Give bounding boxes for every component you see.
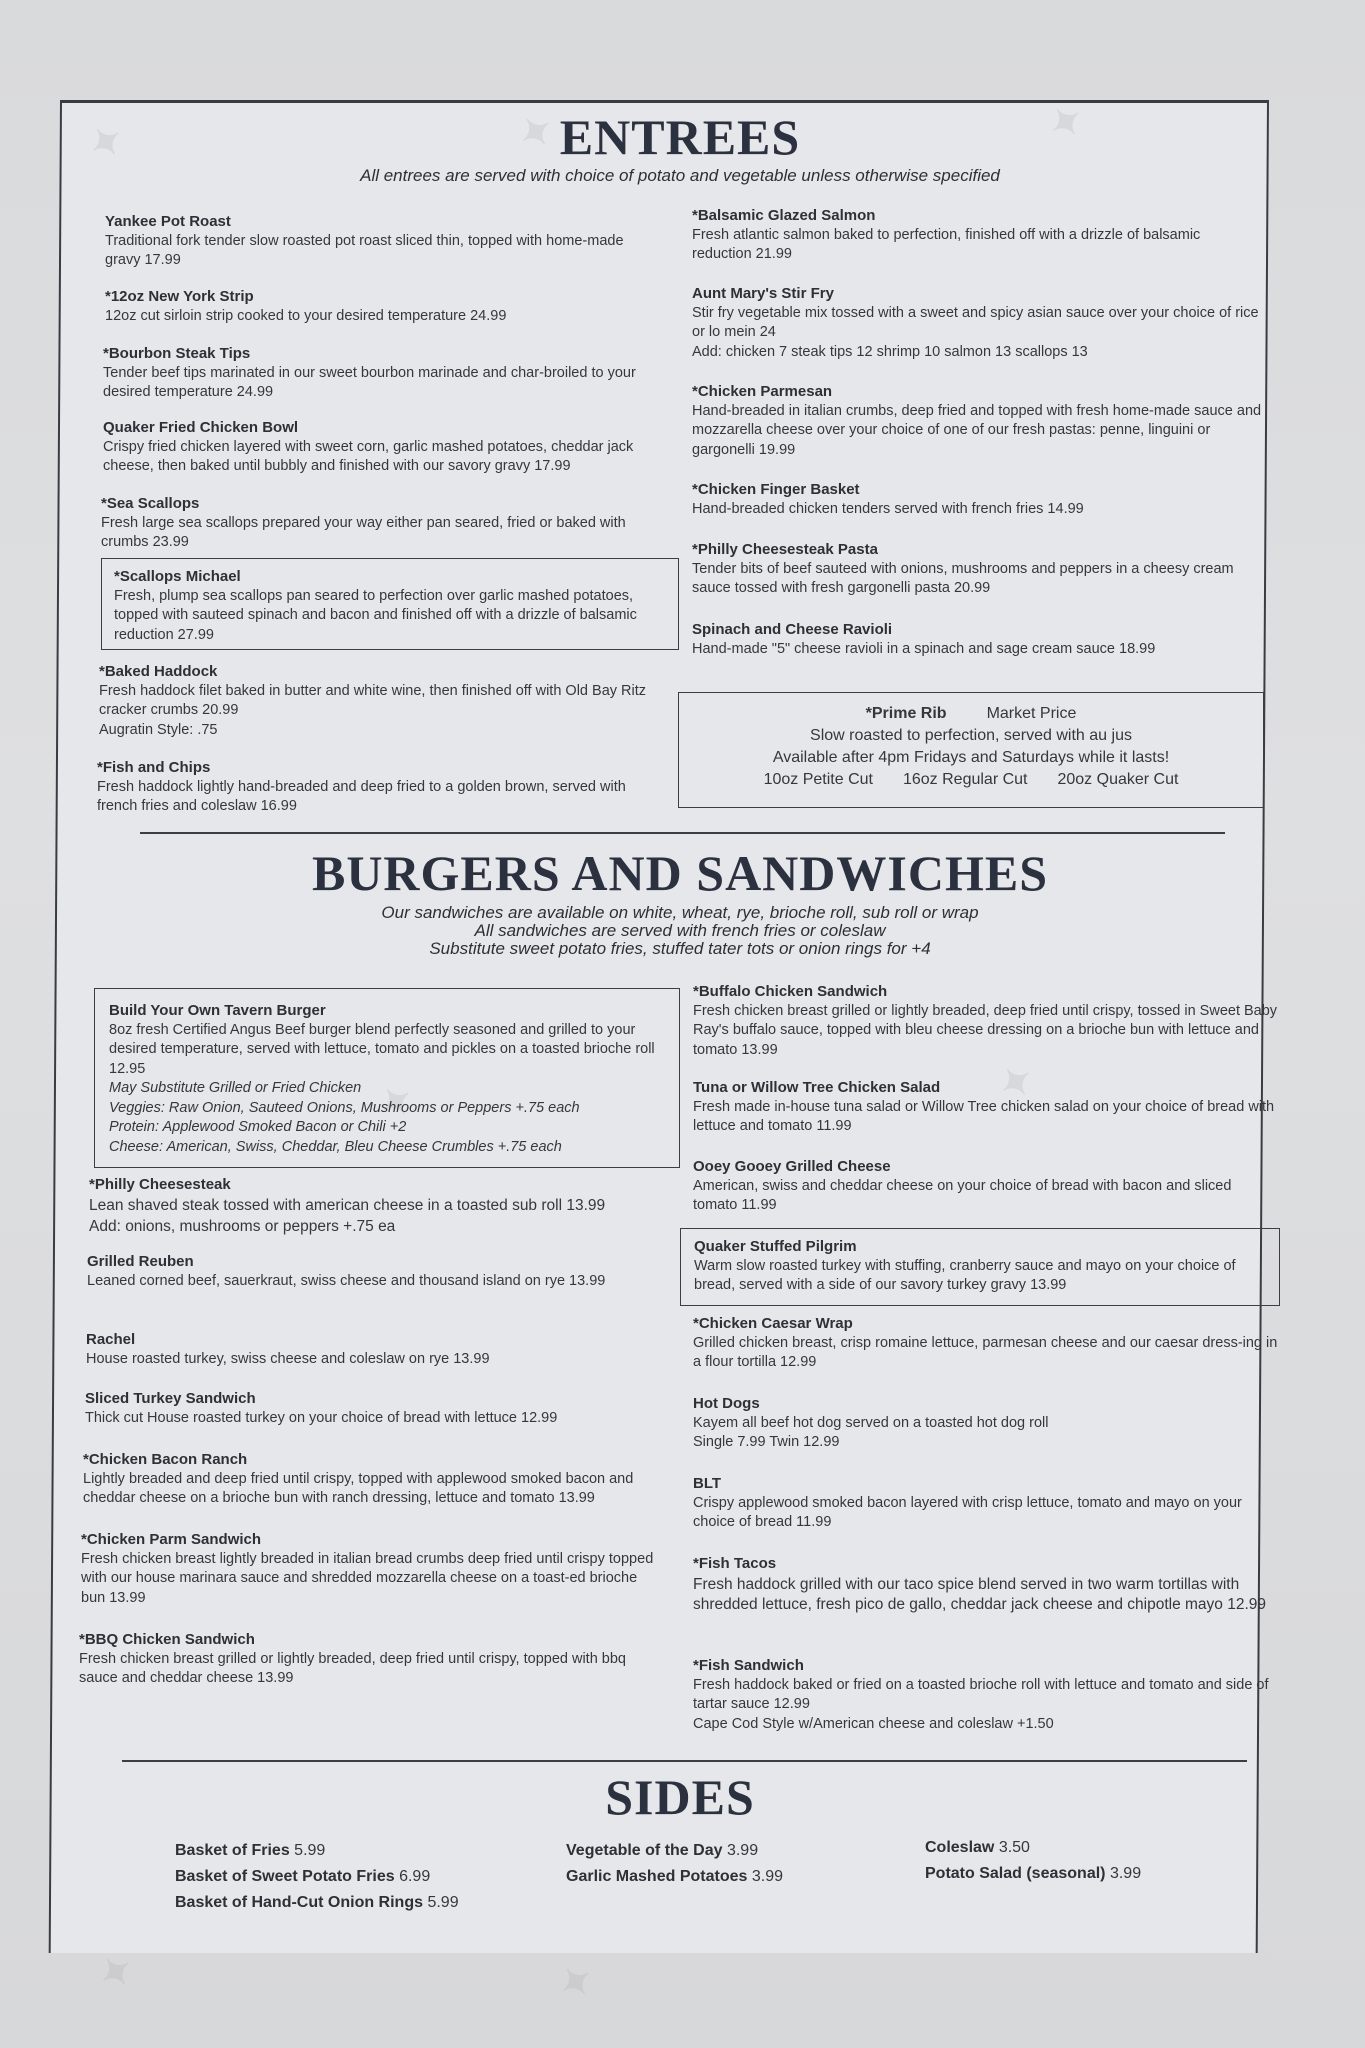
item-desc: 8oz fresh Certified Angus Beef burger blend perfectly seasoned and grilled to your desired temperature, served with lettuce, tomato and pickles on a toasted brioche roll 12.95 <box>109 1021 655 1077</box>
prime-rib-box <box>678 692 1264 808</box>
item-desc: Traditional fork tender slow roasted pot roast sliced thin, topped with home-made gravy 17.99 <box>105 232 624 268</box>
item-name: *Chicken Parm Sandwich <box>81 1531 262 1548</box>
menu-item <box>693 1157 1278 1216</box>
side-price: 6.99 <box>399 1868 431 1885</box>
item-desc: Fresh atlantic salmon baked to perfection, finished off with a drizzle of balsamic reduction 21.99 <box>692 226 1201 262</box>
item-desc: Leaned corned beef, sauerkraut, swiss cheese and thousand island on rye 13.99 <box>87 1272 606 1289</box>
prime-rib-cuts <box>679 769 1263 791</box>
item-extra: Augratin Style: .75 <box>99 721 218 738</box>
menu-item <box>692 284 1262 362</box>
menu-item <box>693 1554 1278 1616</box>
side-item <box>175 1864 525 1890</box>
side-price: 3.99 <box>726 1842 759 1859</box>
item-desc: Fresh haddock grilled with our taco spice blend served in two warm tortillas with shredded lettuce, fresh pico de gallo, cheddar jack cheese and chipotle mayo 12.99 <box>693 1575 1267 1613</box>
item-name: Sliced Turkey Sandwich <box>85 1390 256 1407</box>
menu-item <box>692 620 1262 659</box>
menu-item <box>103 344 663 403</box>
prime-rib-header <box>679 703 1263 725</box>
side-name: Coleslaw <box>925 1839 995 1856</box>
item-name: *Baked Haddock <box>99 663 218 680</box>
section-divider <box>140 832 1225 834</box>
item-name: Quaker Stuffed Pilgrim <box>694 1238 857 1255</box>
item-extra: Single 7.99 Twin 12.99 <box>693 1434 840 1450</box>
side-name: Basket of Hand-Cut Onion Rings <box>175 1894 423 1911</box>
item-desc: Kayem all beef hot dog served on a toasted hot dog roll <box>693 1414 1049 1431</box>
featured-item-box <box>101 558 679 650</box>
item-name: Build Your Own Tavern Burger <box>109 1002 326 1019</box>
item-name: *Sea Scallops <box>101 495 200 512</box>
item-desc: Hand-breaded in italian crumbs, deep fried and topped with fresh home-made sauce and mozzarella cheese over your choice of one of our fresh pastas: penne, linguini or gargonelli 19.99 <box>692 402 1262 458</box>
item-desc: Fresh, plump sea scallops pan seared to perfection over garlic mashed potatoes, topped with sauteed spinach and bacon and finished off with a drizzle of balsamic reduction 27.99 <box>114 587 637 643</box>
item-extra: Cape Cod Style w/American cheese and coleslaw +1.50 <box>693 1715 1054 1732</box>
prime-rib-cut: 10oz Petite Cut <box>763 771 873 788</box>
item-extra: Add: chicken 7 steak tips 12 shrimp 10 salmon 13 scallops 13 <box>692 343 1088 360</box>
item-name: Ooey Gooey Grilled Cheese <box>693 1158 891 1175</box>
featured-item-box <box>94 988 680 1168</box>
watermark-icon: ✦ <box>90 1945 144 2001</box>
item-desc: Hand-made "5" cheese ravioli in a spinach and sage cream sauce 18.99 <box>692 640 1156 657</box>
item-name: *Philly Cheesesteak Pasta <box>692 541 878 558</box>
item-name: *Buffalo Chicken Sandwich <box>693 983 888 1000</box>
item-desc: Fresh chicken breast lightly breaded in italian bread crumbs deep fried until crispy topped with our house marinara sauce and shredded mozzarella cheese on a toast-ed brioche bun 13.99 <box>81 1550 654 1606</box>
menu-item <box>103 418 663 477</box>
side-name: Vegetable of the Day <box>566 1842 723 1859</box>
side-price: 3.50 <box>998 1839 1030 1856</box>
item-name: Rachel <box>86 1331 136 1348</box>
item-name: *Fish and Chips <box>97 759 211 776</box>
item-extra: Add: onions, mushrooms or peppers +.75 ea <box>89 1218 396 1235</box>
side-item <box>566 1838 896 1864</box>
menu-item <box>99 662 659 740</box>
menu-item <box>692 480 1262 519</box>
side-price: 3.99 <box>1109 1865 1142 1882</box>
sides-column <box>925 1835 1245 1887</box>
side-item <box>175 1838 525 1864</box>
menu-item <box>79 1630 659 1689</box>
menu-item <box>693 1394 1278 1453</box>
burgers-note: Substitute sweet potato fries, stuffed tater tots or onion rings for +4 <box>429 939 931 958</box>
item-name: *Scallops Michael <box>114 568 241 585</box>
prime-rib-line2: Available after 4pm Fridays and Saturdays while it lasts! <box>772 749 1170 766</box>
item-name: *Balsamic Glazed Salmon <box>692 207 876 224</box>
menu-item <box>97 758 667 817</box>
side-item <box>925 1861 1245 1887</box>
item-desc: Fresh haddock lightly hand-breaded and deep fried to a golden brown, served with french fries and coleslaw 16.99 <box>97 778 626 814</box>
side-name: Potato Salad (seasonal) <box>925 1865 1106 1882</box>
burgers-note: All sandwiches are served with french fries or coleslaw <box>474 921 886 940</box>
side-price: 5.99 <box>294 1842 326 1859</box>
menu-item <box>692 540 1262 599</box>
item-name: *Bourbon Steak Tips <box>103 345 251 362</box>
item-name: Hot Dogs <box>693 1395 760 1412</box>
menu-item <box>87 1252 647 1291</box>
side-item <box>175 1890 525 1916</box>
item-name: Yankee Pot Roast <box>105 213 231 230</box>
item-desc: American, swiss and cheddar cheese on your choice of bread with bacon and sliced tomato 11.99 <box>693 1177 1232 1213</box>
item-desc: Tender bits of beef sauteed with onions, mushrooms and peppers in a cheesy cream sauce tossed with fresh gargonelli pasta 20.99 <box>692 560 1234 596</box>
section-divider <box>122 1760 1247 1762</box>
side-item <box>925 1835 1245 1861</box>
item-name: *Chicken Parmesan <box>692 383 833 400</box>
prime-rib-cut: 20oz Quaker Cut <box>1057 771 1179 788</box>
watermark-icon: ✦ <box>550 1955 604 2011</box>
item-desc: Warm slow roasted turkey with stuffing, cranberry sauce and mayo on your choice of bread, served with a side of our savory turkey gravy 13.99 <box>694 1257 1236 1293</box>
burgers-title: BURGERS AND SANDWICHES <box>311 845 1049 901</box>
side-item <box>566 1864 896 1890</box>
burgers-note: Our sandwiches are available on white, wheat, rye, brioche roll, sub roll or wrap <box>381 903 979 922</box>
item-desc: Fresh haddock baked or fried on a toasted brioche roll with lettuce and tomato and side of tartar sauce 12.99 <box>693 1676 1269 1712</box>
menu-item <box>692 382 1262 460</box>
sides-title: SIDES <box>605 1769 755 1825</box>
item-option: Veggies: Raw Onion, Sauteed Onions, Mushrooms or Peppers +.75 each <box>109 1099 580 1116</box>
sides-column <box>175 1838 525 1916</box>
item-option: Protein: Applewood Smoked Bacon or Chili +2 <box>109 1119 407 1135</box>
menu-item <box>89 1174 669 1237</box>
item-desc: Lean shaved steak tossed with american cheese in a toasted sub roll 13.99 <box>89 1197 606 1214</box>
item-name: BLT <box>693 1475 722 1492</box>
item-option: Cheese: American, Swiss, Cheddar, Bleu Cheese Crumbles +.75 each <box>109 1138 562 1155</box>
watermark-icon: ✦ <box>990 1055 1044 1111</box>
watermark-icon: ✦ <box>370 1075 424 1131</box>
item-desc: Hand-breaded chicken tenders served with french fries 14.99 <box>692 500 1084 517</box>
item-desc: Grilled chicken breast, crisp romaine lettuce, parmesan cheese and our caesar dress-ing in a flour tortilla 12.99 <box>693 1334 1278 1370</box>
menu-item <box>693 982 1278 1060</box>
item-desc: Lightly breaded and deep fried until crispy, topped with applewood smoked bacon and cheddar cheese on a brioche bun with ranch dressing, lettuce and tomato 13.99 <box>83 1470 634 1506</box>
menu-item <box>105 212 645 271</box>
item-desc: Fresh made in-house tuna salad or Willow Tree chicken salad on your choice of bread with lettuce and tomato 11.99 <box>693 1098 1275 1134</box>
prime-rib-cut: 16oz Regular Cut <box>902 771 1028 788</box>
item-desc: Fresh haddock filet baked in butter and white wine, then finished off with Old Bay Ritz cracker crumbs 20.99 <box>99 682 647 718</box>
menu-item <box>85 1389 645 1428</box>
prime-rib-name: *Prime Rib <box>865 705 947 722</box>
item-desc: 12oz cut sirloin strip cooked to your desired temperature 24.99 <box>105 307 507 324</box>
menu-item <box>86 1330 646 1369</box>
item-name: Spinach and Cheese Ravioli <box>692 621 893 638</box>
entrees-title: ENTREES <box>559 109 801 165</box>
entrees-subtitle: All entrees are served with choice of potato and vegetable unless otherwise specified <box>360 166 1000 185</box>
menu-item <box>693 1474 1278 1533</box>
item-name: *Fish Sandwich <box>693 1657 804 1674</box>
prime-rib-line1: Slow roasted to perfection, served with au jus <box>810 727 1132 744</box>
sides-column <box>566 1838 896 1890</box>
item-desc: Stir fry vegetable mix tossed with a sweet and spicy asian sauce over your choice of rice or lo mein 24 <box>692 304 1259 340</box>
featured-item-box <box>680 1228 1280 1306</box>
menu-item <box>81 1530 661 1608</box>
item-name: *Chicken Finger Basket <box>692 481 860 498</box>
menu-item <box>101 494 666 553</box>
menu-item <box>693 1078 1278 1137</box>
side-name: Basket of Fries <box>175 1842 290 1859</box>
item-name: *12oz New York Strip <box>105 288 254 305</box>
side-name: Basket of Sweet Potato Fries <box>175 1868 395 1885</box>
item-name: Quaker Fried Chicken Bowl <box>103 419 299 436</box>
item-desc: Crispy fried chicken layered with sweet corn, garlic mashed potatoes, cheddar jack cheese, then baked until bubbly and finished with our savory gravy 17.99 <box>103 438 634 474</box>
menu-item <box>692 206 1262 265</box>
item-name: Aunt Mary's Stir Fry <box>692 285 834 302</box>
item-desc: Thick cut House roasted turkey on your choice of bread with lettuce 12.99 <box>85 1409 558 1426</box>
side-name: Garlic Mashed Potatoes <box>566 1868 748 1885</box>
side-price: 3.99 <box>751 1868 783 1885</box>
prime-rib-price: Market Price <box>986 705 1077 722</box>
item-option: May Substitute Grilled or Fried Chicken <box>109 1080 362 1096</box>
watermark-icon: ✦ <box>1040 95 1094 151</box>
item-name: *Chicken Caesar Wrap <box>693 1315 853 1332</box>
item-name: Tuna or Willow Tree Chicken Salad <box>693 1079 941 1096</box>
item-desc: Fresh chicken breast grilled or lightly breaded, deep fried until crispy, tossed in Sweet Baby Ray's buffalo sauce, topped with bleu cheese dressing on a brioche bun with lettuce and tomato 13.99 <box>693 1002 1278 1058</box>
menu-item <box>693 1314 1278 1373</box>
menu-item <box>105 287 645 326</box>
side-price: 5.99 <box>427 1894 459 1911</box>
item-desc: Crispy applewood smoked bacon layered with crisp lettuce, tomato and mayo on your choice of bread 11.99 <box>693 1494 1242 1530</box>
item-desc: Fresh chicken breast grilled or lightly breaded, deep fried until crispy, topped with bbq sauce and cheddar cheese 13.99 <box>79 1650 626 1686</box>
item-name: *Chicken Bacon Ranch <box>83 1451 248 1468</box>
watermark-icon: ✦ <box>510 105 564 161</box>
item-desc: House roasted turkey, swiss cheese and coleslaw on rye 13.99 <box>86 1350 490 1367</box>
menu-item <box>83 1450 668 1509</box>
item-name: *BBQ Chicken Sandwich <box>79 1631 255 1648</box>
item-desc: Fresh large sea scallops prepared your way either pan seared, fried or baked with crumbs 23.99 <box>101 514 626 550</box>
menu-item <box>693 1656 1278 1734</box>
item-name: *Philly Cheesesteak <box>89 1176 231 1193</box>
item-name: *Fish Tacos <box>693 1555 777 1572</box>
watermark-icon: ✦ <box>80 115 134 171</box>
item-desc: Tender beef tips marinated in our sweet bourbon marinade and char-broiled to your desired temperature 24.99 <box>103 364 636 400</box>
item-name: Grilled Reuben <box>87 1253 194 1270</box>
